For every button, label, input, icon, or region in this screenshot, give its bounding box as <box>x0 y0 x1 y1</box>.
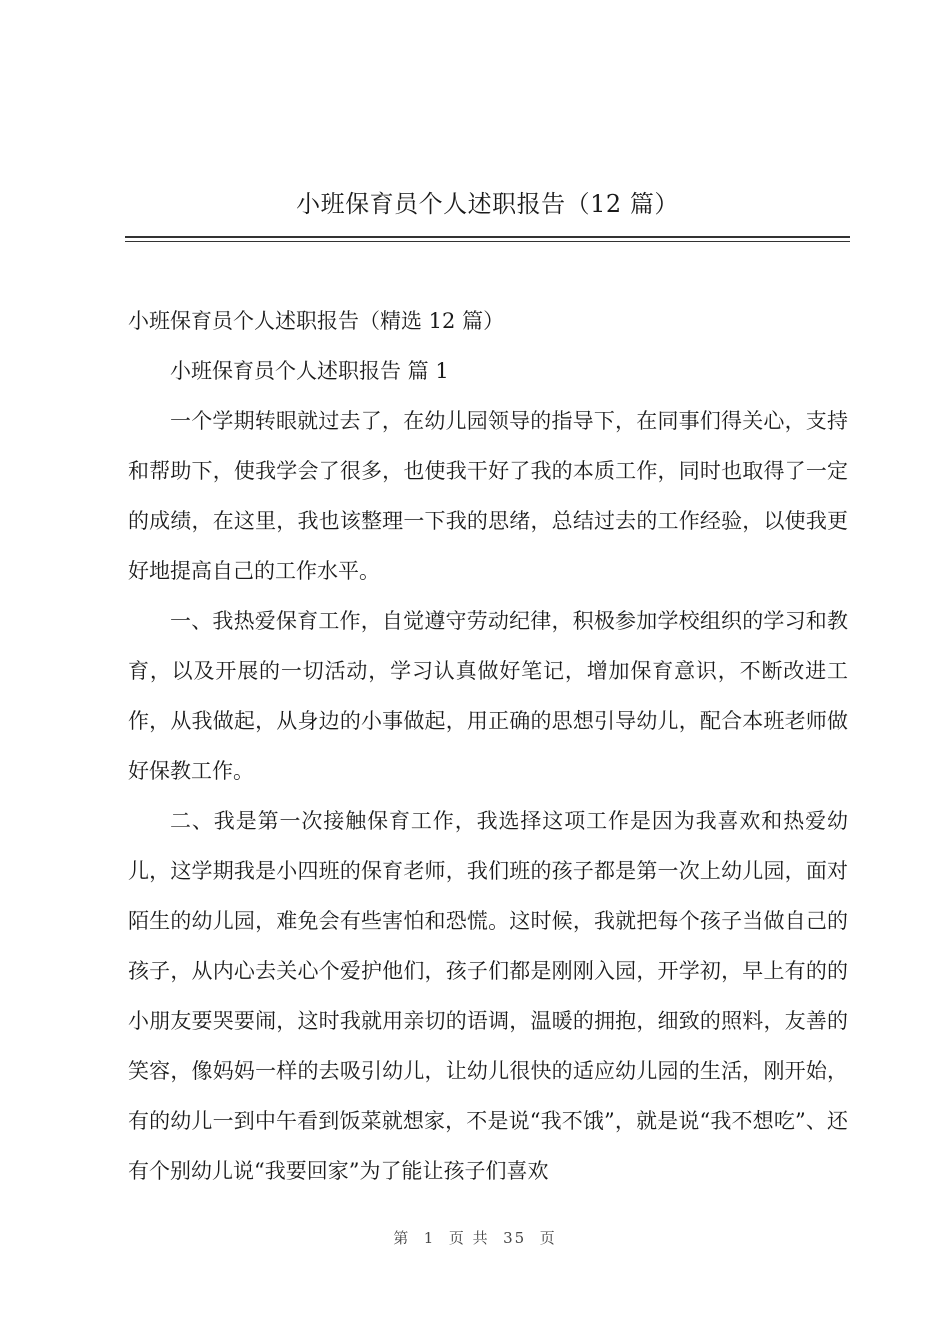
paragraph-point-2: 二、我是第一次接触保育工作，我选择这项工作是因为我喜欢和热爱幼儿，这学期我是小四班的保育老师，我们班的孩子都是第一次上幼儿园，面对陌生的幼儿园，难免会有些害怕和恐慌。这时候，我就把每个孩子当做自己的孩子，从内心去关心个爱护他们，孩子们都是刚刚入园，开学初，早上有的的小朋友要哭要闹，这时我就用亲切的语调，温暖的拥抱，细致的照料，友善的笑容，像妈妈一样的去吸引幼儿，让幼儿很快的适应幼儿园的生活，刚开始，有的幼儿一到中午看到饭菜就想家，不是说“我不饿”，就是说“我不想吃”、还有个别幼儿说“我要回家”为了能让孩子们喜欢 <box>128 809 848 1183</box>
section-heading: 小班保育员个人述职报告 篇 1 <box>170 359 449 383</box>
document-body <box>128 296 848 1196</box>
paragraph-intro: 一个学期转眼就过去了，在幼儿园领导的指导下，在同事们得关心，支持和帮助下，使我学会了很多，也使我干好了我的本质工作，同时也取得了一定的成绩，在这里，我也该整理一下我的思绪，总结过去的工作经验，以使我更好地提高自己的工作水平。 <box>128 409 848 583</box>
title-divider <box>125 236 850 238</box>
page-number-footer: 第 1 页 共 35 页 <box>393 1229 557 1247</box>
document-subtitle: 小班保育员个人述职报告（精选 12 篇） <box>128 309 505 333</box>
title-divider-thin <box>125 241 850 242</box>
paragraph-point-1: 一、我热爱保育工作，自觉遵守劳动纪律，积极参加学校组织的学习和教育，以及开展的一切活动，学习认真做好笔记，增加保育意识，不断改进工作，从我做起，从身边的小事做起，用正确的思想引导幼儿，配合本班老师做好保教工作。 <box>128 609 848 783</box>
document-title: 小班保育员个人述职报告（12 篇） <box>296 190 679 218</box>
